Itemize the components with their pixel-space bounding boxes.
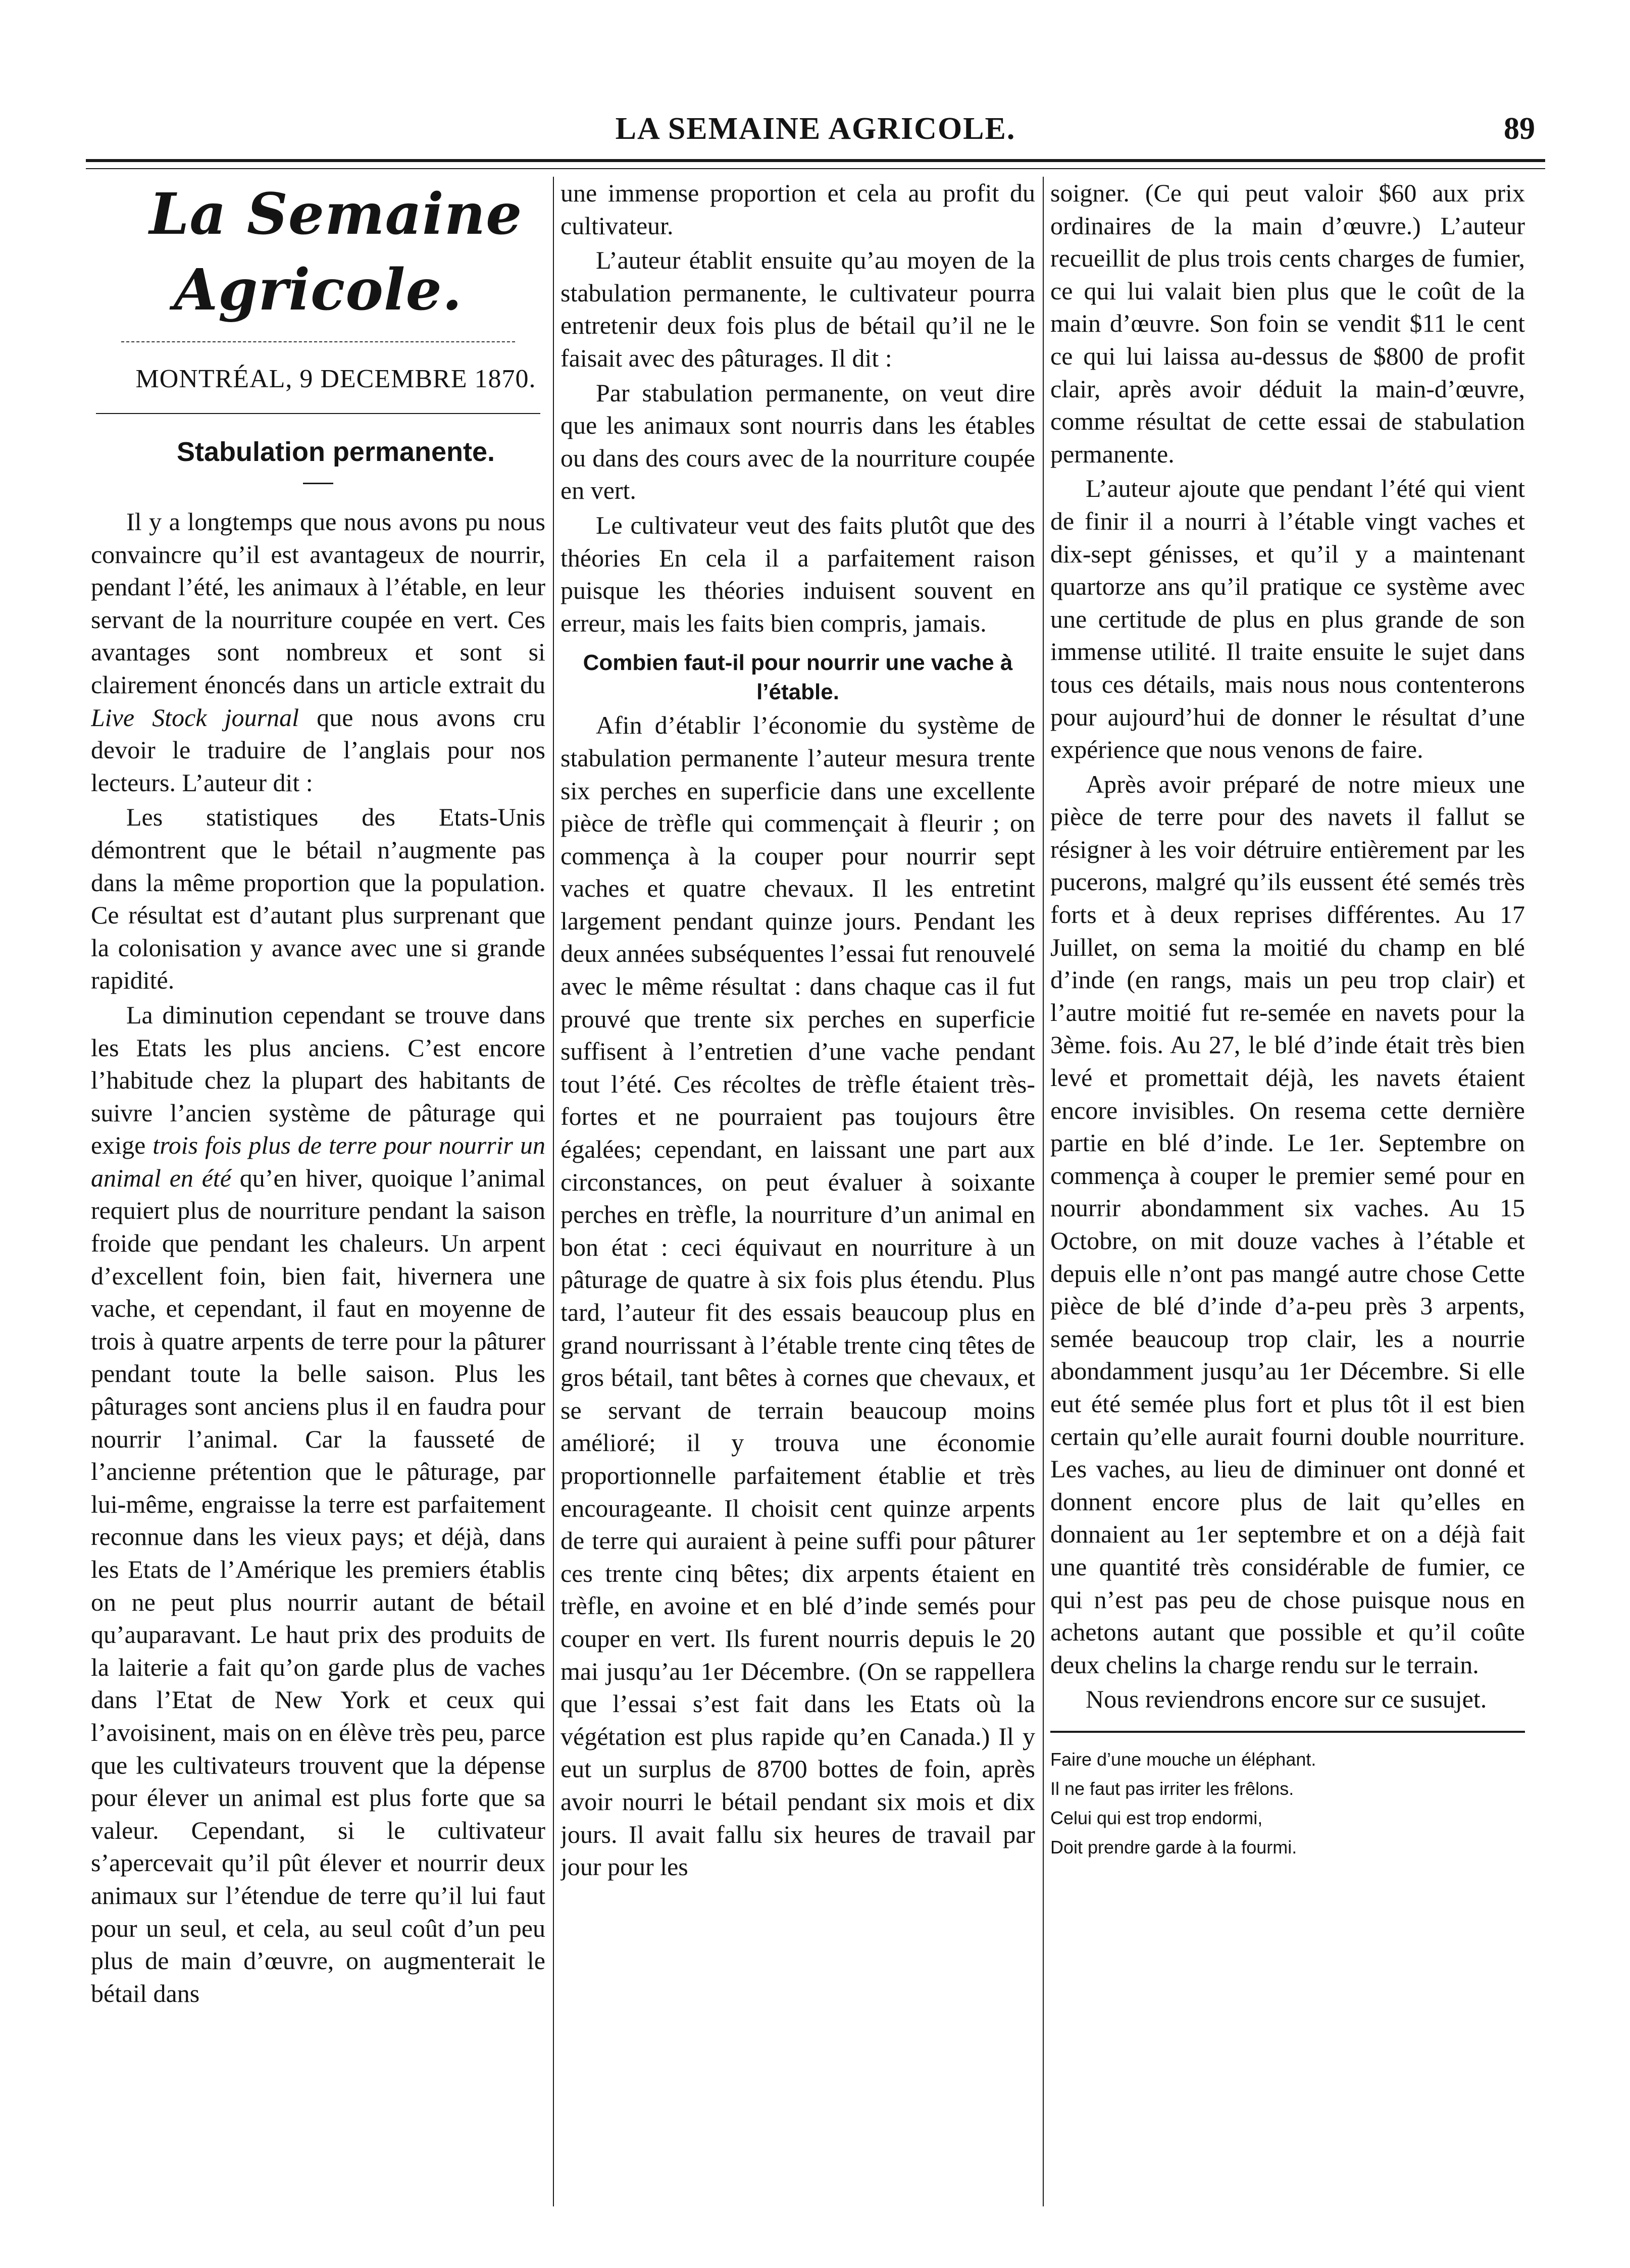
- column-1: [91, 177, 545, 2206]
- paragraph-text: La diminution cependant se trouve dans les Etats les plus anciens. C’est encore l’habitude chez la plupart des habitants de suivre l’ancien système de pâturage qui exige: [91, 1000, 545, 1160]
- paragraph: [91, 505, 545, 799]
- masthead-title: La Semaine Agricole.: [149, 181, 523, 323]
- column-separator-1: [553, 177, 554, 2206]
- paragraph-text: Il y a longtemps que nous avons pu nous convaincre qu’il est avantageux de nourrir, pendant l’été, les animaux à l’étable, en leur servant de la nourriture coupée en vert. Ces avantages sont nombreux et sont si clairement énoncés dans un article extrait du: [91, 507, 545, 699]
- article-end-rule: [1050, 1731, 1525, 1733]
- paragraph: Par stabulation permanente, on veut dire que les animaux sont nourris dans les étables ou dans des cours avec de la nourriture coupée en vert.: [561, 378, 1035, 505]
- fable-line: Il ne faut pas irriter les frêlons.: [1050, 1778, 1294, 1799]
- fable-verse: [1050, 1745, 1525, 1862]
- paragraph: Après avoir préparé de notre mieux une pièce de terre pour des navets il fallut se résigner à les voir détruire entièrement par les pucerons, malgré qu’ils eussent été semés très forts et à deux reprises différentes. Au 17 Juillet, on sema la moitié du champ en blé d’inde (en rangs, mais un peu trop clair) et l’autre moitié fut re-semée en navets pour la 3ème. fois. Au 27, le blé d’inde était très bien levé et promettait déjà, les navets étaient encore invisibles. On resema cette dernière partie en blé d’inde. Le 1er. Septembre on commença à couper le premier semé pour en nourrir abondamment six vaches. Au 15 Octobre, on mit douze vaches à l’étable et depuis elle n’ont pas mangé autre chose Cette pièce de blé d’inde d’a-peu près 3 arpents, semée beaucoup trop clair, les a nourrie abondamment jusqu’au 1er Décembre. Si elle eut été semée plus fort et plus tôt il est bien certain qu’elle aurait fourni double nourriture. Les vaches, au lieu de diminuer ont donné et donnent encore plus de lait qu’elles en donnaient au 1er septembre et on a déjà fait une quantité très considérable de fumier, ce qui n’est pas peu de chose puisque nous en achetons autant que possible et qu’il coûte deux chelins la charge rendu sur le terrain.: [1050, 769, 1525, 1679]
- header-rule: [86, 159, 1545, 162]
- paragraph: Afin d’établir l’économie du système de stabulation permanente l’auteur mesura trente six perches en superficie dans une excellente pièce de trèfle qui commençait à fleurir ; on commença à la couper pour nourrir sept vaches et quatre chevaux. Il les entretint largement pendant quinze jours. Pendant les deux années subséquentes l’essai fut renouvelé avec le même résultat : dans chaque cas il fut prouvé que trente six perches en superficie suffisent à l’entretien d’une vache pendant tout l’été. Ces récoltes de trèfle étaient très-fortes et ne pourraient pas toujours être égalées; cependant, en laissant une part aux circonstances, on peut évaluer à soixante perches en trèfle, la nourriture d’un animal en bon état : ceci équivaut en nourriture à un pâturage de quatre à six fois plus étendu. Plus tard, l’auteur fit des essais beaucoup plus en grand nourrissant à l’étable trente cinq têtes de gros bétail, tant bêtes à cornes que chevaux, et se servant de terrain beaucoup moins amélioré; il y trouva une économie proportionnelle parfaitement établie et très encourageante. Il choisit cent quinze arpents de terre qui auraient à peine suffi pour pâturer ces trente cinq bêtes; dix arpents étaient en trèfle, en avoine et en blé d’inde semés pour couper en vert. Ils furent nourris depuis le 20 mai jusqu’au 1er Décembre. (On se rappellera que l’essai s’est fait dans les Etats où la végétation est plus rapide qu’en Canada.) Il y eut un surplus de 8700 bottes de foin, après avoir nourri le bétail pendant six mois et dix jours. Il avait fallu six heures de travail par jour pour les: [561, 711, 1035, 1881]
- paragraph: Les statistiques des Etats-Unis démontrent que le bétail n’augmente pas dans la même proportion que la population. Ce résultat est d’autant plus surprenant que la colonisation y avance avec une si grande rapidité.: [91, 803, 545, 995]
- section-subheading: Combien faut-il pour nourrir une vache à l’étable.: [583, 650, 1013, 705]
- heading-rule: [303, 483, 333, 484]
- italic-phrase: trois fois plus de terre pour nourrir un animal en été: [91, 1131, 545, 1192]
- dateline: MONTRÉAL, 9 DECEMBRE 1870.: [135, 365, 536, 393]
- paragraph: L’auteur ajoute que pendant l’été qui vient de finir il a nourri à l’étable vingt vaches et dix-sept génisses, et qu’il y a maintenant quartorze ans qu’il pratique ce système avec une certitude de plus en plus grande de son immense utilité. Il traite ensuite le sujet dans tous ces détails, mais nous nous contenterons pour aujourd’hui de donner le résultat d’une expérience que nous venons de faire.: [1050, 474, 1525, 764]
- paragraph: Le cultivateur veut des faits plutôt que des théories En cela il a parfaitement raison puisque les théories induisent souvent en erreur, mais les faits bien compris, jamais.: [561, 510, 1035, 637]
- running-title: LA SEMAINE AGRICOLE.: [615, 112, 1016, 146]
- column-3: [1050, 177, 1525, 2206]
- paragraph: L’auteur établit ensuite qu’au moyen de la stabulation permanente, le cultivateur pourra entretenir deux fois plus de bétail qu’il ne le faisait avec des pâturages. Il dit :: [561, 246, 1035, 372]
- fable-line: Faire d’une mouche un éléphant.: [1050, 1748, 1316, 1770]
- fable-line: Doit prendre garde à la fourmi.: [1050, 1836, 1297, 1858]
- paragraph: Nous reviendrons encore sur ce susujet.: [1086, 1685, 1487, 1714]
- paragraph: soigner. (Ce qui peut valoir $60 aux prix ordinaires de la main d’œuvre.) L’auteur recueillit de plus trois cents charges de fumier, ce qui lui valait bien plus que le coût de la main d’œuvre. Son foin se vendit $11 le cent ce qui lui laissa au-dessus de $800 de profit clair, après avoir déduit la main-d’œuvre, comme résultat de cette essai de stabulation permanente.: [1050, 179, 1525, 468]
- journal-title: Live Stock journal: [91, 703, 299, 732]
- paragraph-text: qu’en hiver, quoique l’animal requiert plus de nourriture pendant la saison froide que pendant les chaleurs. Un arpent d’excellent foin, bien fait, hivernera une vache, et cependant, il faut en moyenne de trois à quatre arpents de terre pour la pâturer pendant toute la belle saison. Plus les pâturages sont anciens plus il en faudra pour nourrir l’animal. Car la fausseté de l’ancienne prétention que le pâturage, par lui-même, engraisse la terre est parfaitement reconnue dans les vieux pays; et déjà, dans les Etats de l’Amérique les premiers établis on ne peut plus nourrir autant de bétail qu’auparavant. Le haut prix des produits de la laiterie a fait qu’on garde plus de vaches dans l’Etat de New York et ceux qui l’avoisinent, mais on en élève très peu, parce que les cultivateurs trouvent que la dépense pour élever un animal est plus forte que sa valeur. Cependant, si le cultivateur s’apercevait qu’il pût élever et nourrir deux animaux sur l’étendue de terre qu’il lui faut pour un seul, et cela, au seul coût d’un peu plus de main d’œuvre, on augmenterait le bétail dans: [91, 1163, 545, 2007]
- fable-line: Celui qui est trop endormi,: [1050, 1807, 1263, 1828]
- page-number: 89: [1504, 112, 1535, 146]
- paragraph-text: que nous avons cru devoir le traduire de l’anglais pour nos lecteurs. L’auteur dit :: [91, 703, 545, 797]
- column-separator-2: [1043, 177, 1044, 2206]
- header-rule-thin: [86, 168, 1545, 169]
- article-heading: Stabulation permanente.: [176, 437, 495, 467]
- column-2: [561, 177, 1035, 2206]
- paragraph: [91, 999, 545, 2009]
- running-header: [86, 101, 1545, 157]
- paragraph: une immense proportion et cela au profit du cultivateur.: [561, 179, 1035, 240]
- dateline-rule: [96, 413, 540, 414]
- masthead-rule: [121, 341, 515, 342]
